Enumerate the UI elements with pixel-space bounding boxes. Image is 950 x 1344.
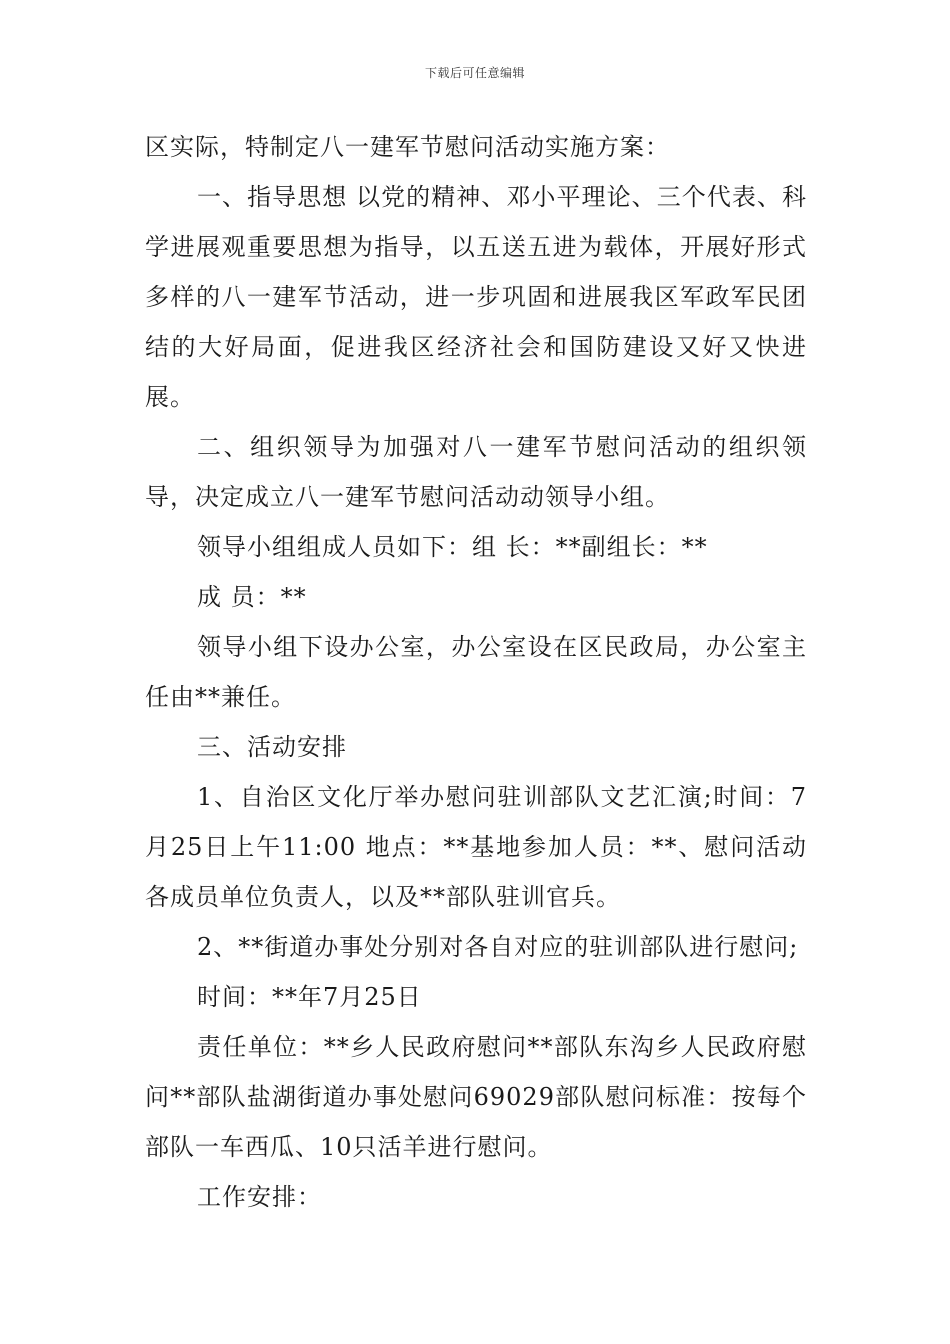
paragraph-group-members: 成 员：**	[197, 583, 307, 611]
paragraph-group-leaders: 领导小组组成人员如下：组 长：**副组长：**	[197, 533, 708, 561]
heading-work-arrangement: 工作安排：	[197, 1183, 322, 1211]
paragraph-intro-continuation: 区实际，特制定八一建军节慰问活动实施方案：	[145, 133, 670, 161]
paragraph-organization: 二、组织领导为加强对八一建军节慰问活动的组织领导，决定成立八一建军节慰问活动动领导小组。	[145, 433, 807, 511]
paragraph-guiding-thought: 一、指导思想 以党的精神、邓小平理论、三个代表、科学进展观重要思想为指导，以五送五进为载体，开展好形式多样的八一建军节活动，进一步巩固和进展我区军政军民团结的大好局面，促进我区经济社会和国防建设又好又快进展。	[145, 183, 807, 411]
paragraph-activity-1: 1、自治区文化厅举办慰问驻训部队文艺汇演;时间：7月25日上午11:00 地点：**基地参加人员：**、慰问活动各成员单位负责人，以及**部队驻训官兵。	[145, 783, 807, 911]
heading-activity-arrangement: 三、活动安排	[197, 733, 347, 761]
document-body	[145, 122, 807, 1222]
page-header-note: 下载后可任意编辑	[424, 66, 525, 80]
paragraph-responsible-units: 责任单位：**乡人民政府慰问**部队东沟乡人民政府慰问**部队盐湖街道办事处慰问69029部队慰问标准：按每个部队一车西瓜、10只活羊进行慰问。	[145, 1033, 807, 1161]
paragraph-activity-2: 2、**街道办事处分别对各自对应的驻训部队进行慰问;	[197, 933, 799, 961]
paragraph-office: 领导小组下设办公室，办公室设在区民政局，办公室主任由**兼任。	[145, 633, 807, 711]
paragraph-activity-2-time: 时间：**年7月25日	[197, 983, 422, 1011]
